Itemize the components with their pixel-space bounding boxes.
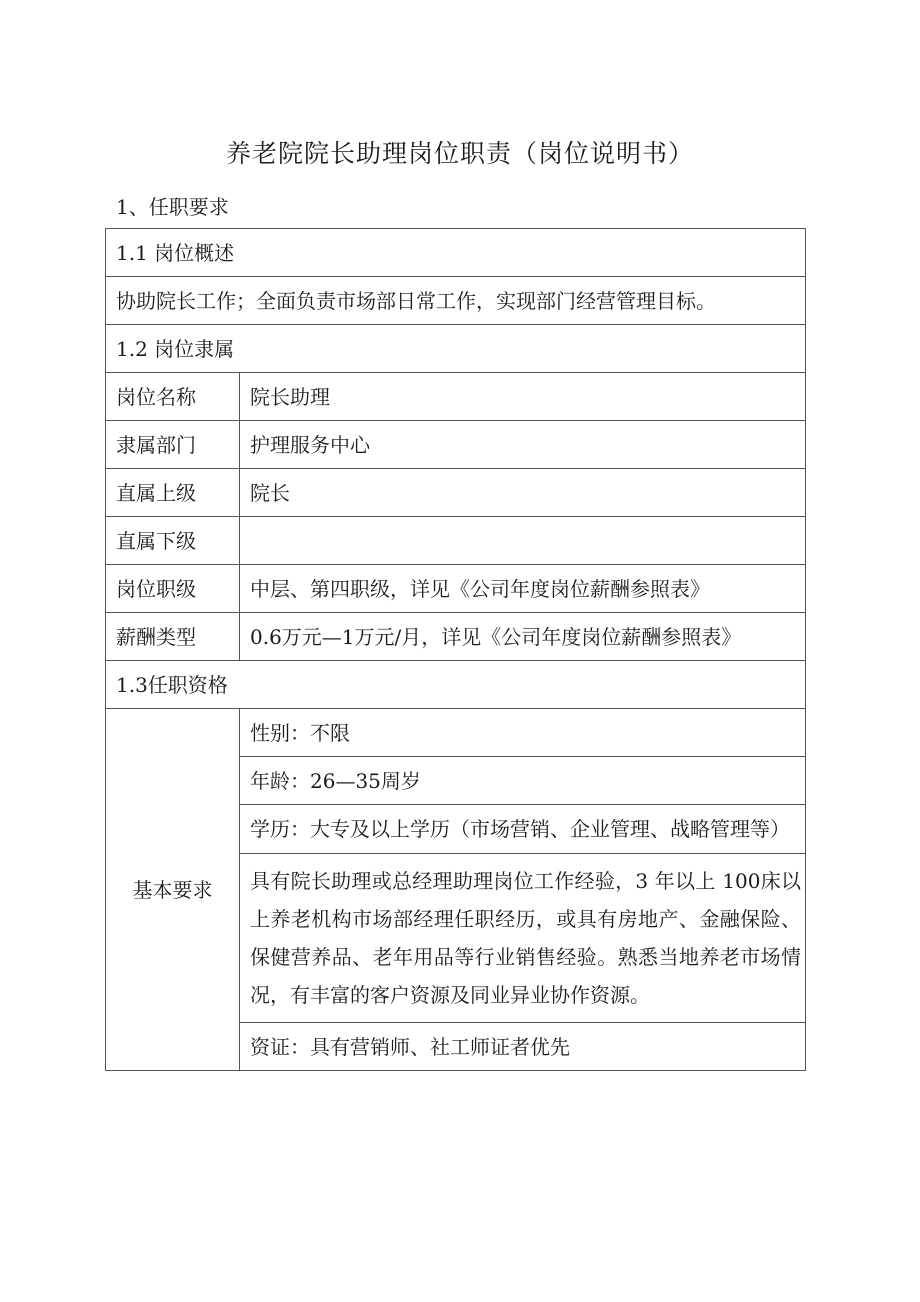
overview-text: 协助院长工作；全面负责市场部日常工作，实现部门经营管理目标。 — [106, 277, 806, 325]
row-value: 院长 — [240, 469, 806, 517]
table-row — [106, 325, 806, 373]
table-row — [106, 661, 806, 709]
requirements-table — [105, 228, 806, 1071]
table-row — [106, 421, 806, 469]
row-value: 中层、第四职级，详见《公司年度岗位薪酬参照表》 — [240, 565, 806, 613]
requirement-experience: 具有院长助理或总经理助理岗位工作经验，3 年以上 100床以上养老机构市场部经理任职经历，或具有房地产、金融保险、保健营养品、老年用品等行业销售经验。熟悉当地养老市场情况，有丰富的客户资源及同业异业协作资源。 — [240, 854, 806, 1023]
requirement-age: 年龄：26—35周岁 — [240, 757, 806, 805]
row-label: 薪酬类型 — [106, 613, 240, 661]
row-label: 岗位职级 — [106, 565, 240, 613]
table-row — [106, 517, 806, 565]
table-row — [106, 373, 806, 421]
table-row — [106, 565, 806, 613]
row-value — [240, 517, 806, 565]
row-value: 0.6万元—1万元/月，详见《公司年度岗位薪酬参照表》 — [240, 613, 806, 661]
table-row — [106, 709, 806, 757]
document-title: 养老院院长助理岗位职责（岗位说明书） — [225, 139, 694, 168]
basic-requirements-label: 基本要求 — [106, 709, 240, 1071]
row-label: 直属上级 — [106, 469, 240, 517]
section-heading: 1、任职要求 — [116, 195, 229, 219]
row-value: 护理服务中心 — [240, 421, 806, 469]
row-label: 岗位名称 — [106, 373, 240, 421]
requirement-education: 学历：大专及以上学历（市场营销、企业管理、战略管理等） — [240, 805, 806, 854]
table-row — [106, 277, 806, 325]
requirement-gender: 性别：不限 — [240, 709, 806, 757]
table-row — [106, 229, 806, 277]
requirement-certificate: 资证：具有营销师、社工师证者优先 — [240, 1023, 806, 1071]
table-row — [106, 469, 806, 517]
table-row — [106, 613, 806, 661]
overview-heading: 1.1 岗位概述 — [106, 229, 806, 277]
row-label: 隶属部门 — [106, 421, 240, 469]
row-label: 直属下级 — [106, 517, 240, 565]
row-value: 院长助理 — [240, 373, 806, 421]
qualifications-heading: 1.3任职资格 — [106, 661, 806, 709]
affiliation-heading: 1.2 岗位隶属 — [106, 325, 806, 373]
